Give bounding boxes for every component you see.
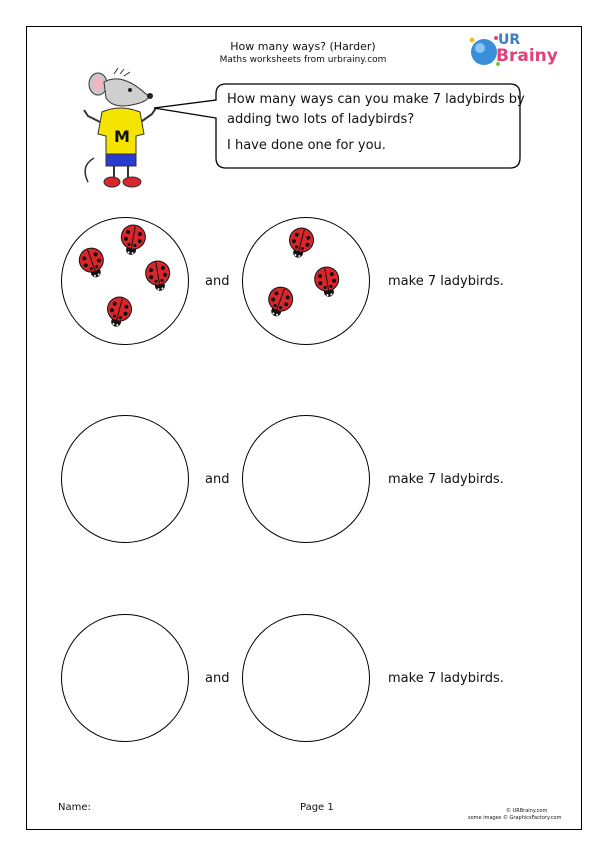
urbrainy-logo (468, 30, 564, 72)
and-label: and (205, 274, 230, 289)
ladybird-icon (116, 222, 150, 256)
ladybird-icon (310, 264, 344, 298)
answer-circle-row2-right (242, 415, 370, 543)
ladybird-icon (141, 258, 175, 292)
answer-circle-row3-left (61, 614, 189, 742)
logo-ur-text: UR (498, 32, 521, 48)
answer-circle-row2-left (61, 415, 189, 543)
worksheet-title: How many ways? (Harder) (230, 40, 376, 53)
worksheet-subtitle: Maths worksheets from urbrainy.com (219, 55, 387, 65)
speech-question-line1: How many ways can you make 7 ladybirds by (227, 92, 525, 107)
result-label: make 7 ladybirds. (388, 274, 504, 289)
ladybird-icon (263, 284, 297, 318)
speech-question-line2: adding two lots of ladybirds? (227, 112, 415, 127)
and-label: and (205, 472, 230, 487)
and-label: and (205, 671, 230, 686)
ladybird-icon (102, 294, 136, 328)
result-label: make 7 ladybirds. (388, 671, 504, 686)
copyright-urbrainy: © URBrainy.com (506, 808, 548, 814)
speech-example-note: I have done one for you. (227, 138, 386, 153)
answer-circle-row3-right (242, 614, 370, 742)
name-label: Name: (58, 802, 91, 813)
ladybird-icon (75, 245, 109, 279)
result-label: make 7 ladybirds. (388, 472, 504, 487)
ladybird-icon (284, 225, 318, 259)
page-number: Page 1 (300, 802, 334, 813)
copyright-images: some images © GraphicsFactory.com (468, 815, 562, 821)
svg-text:M: M (114, 127, 130, 146)
logo-brainy-text: Brainy (496, 46, 558, 66)
